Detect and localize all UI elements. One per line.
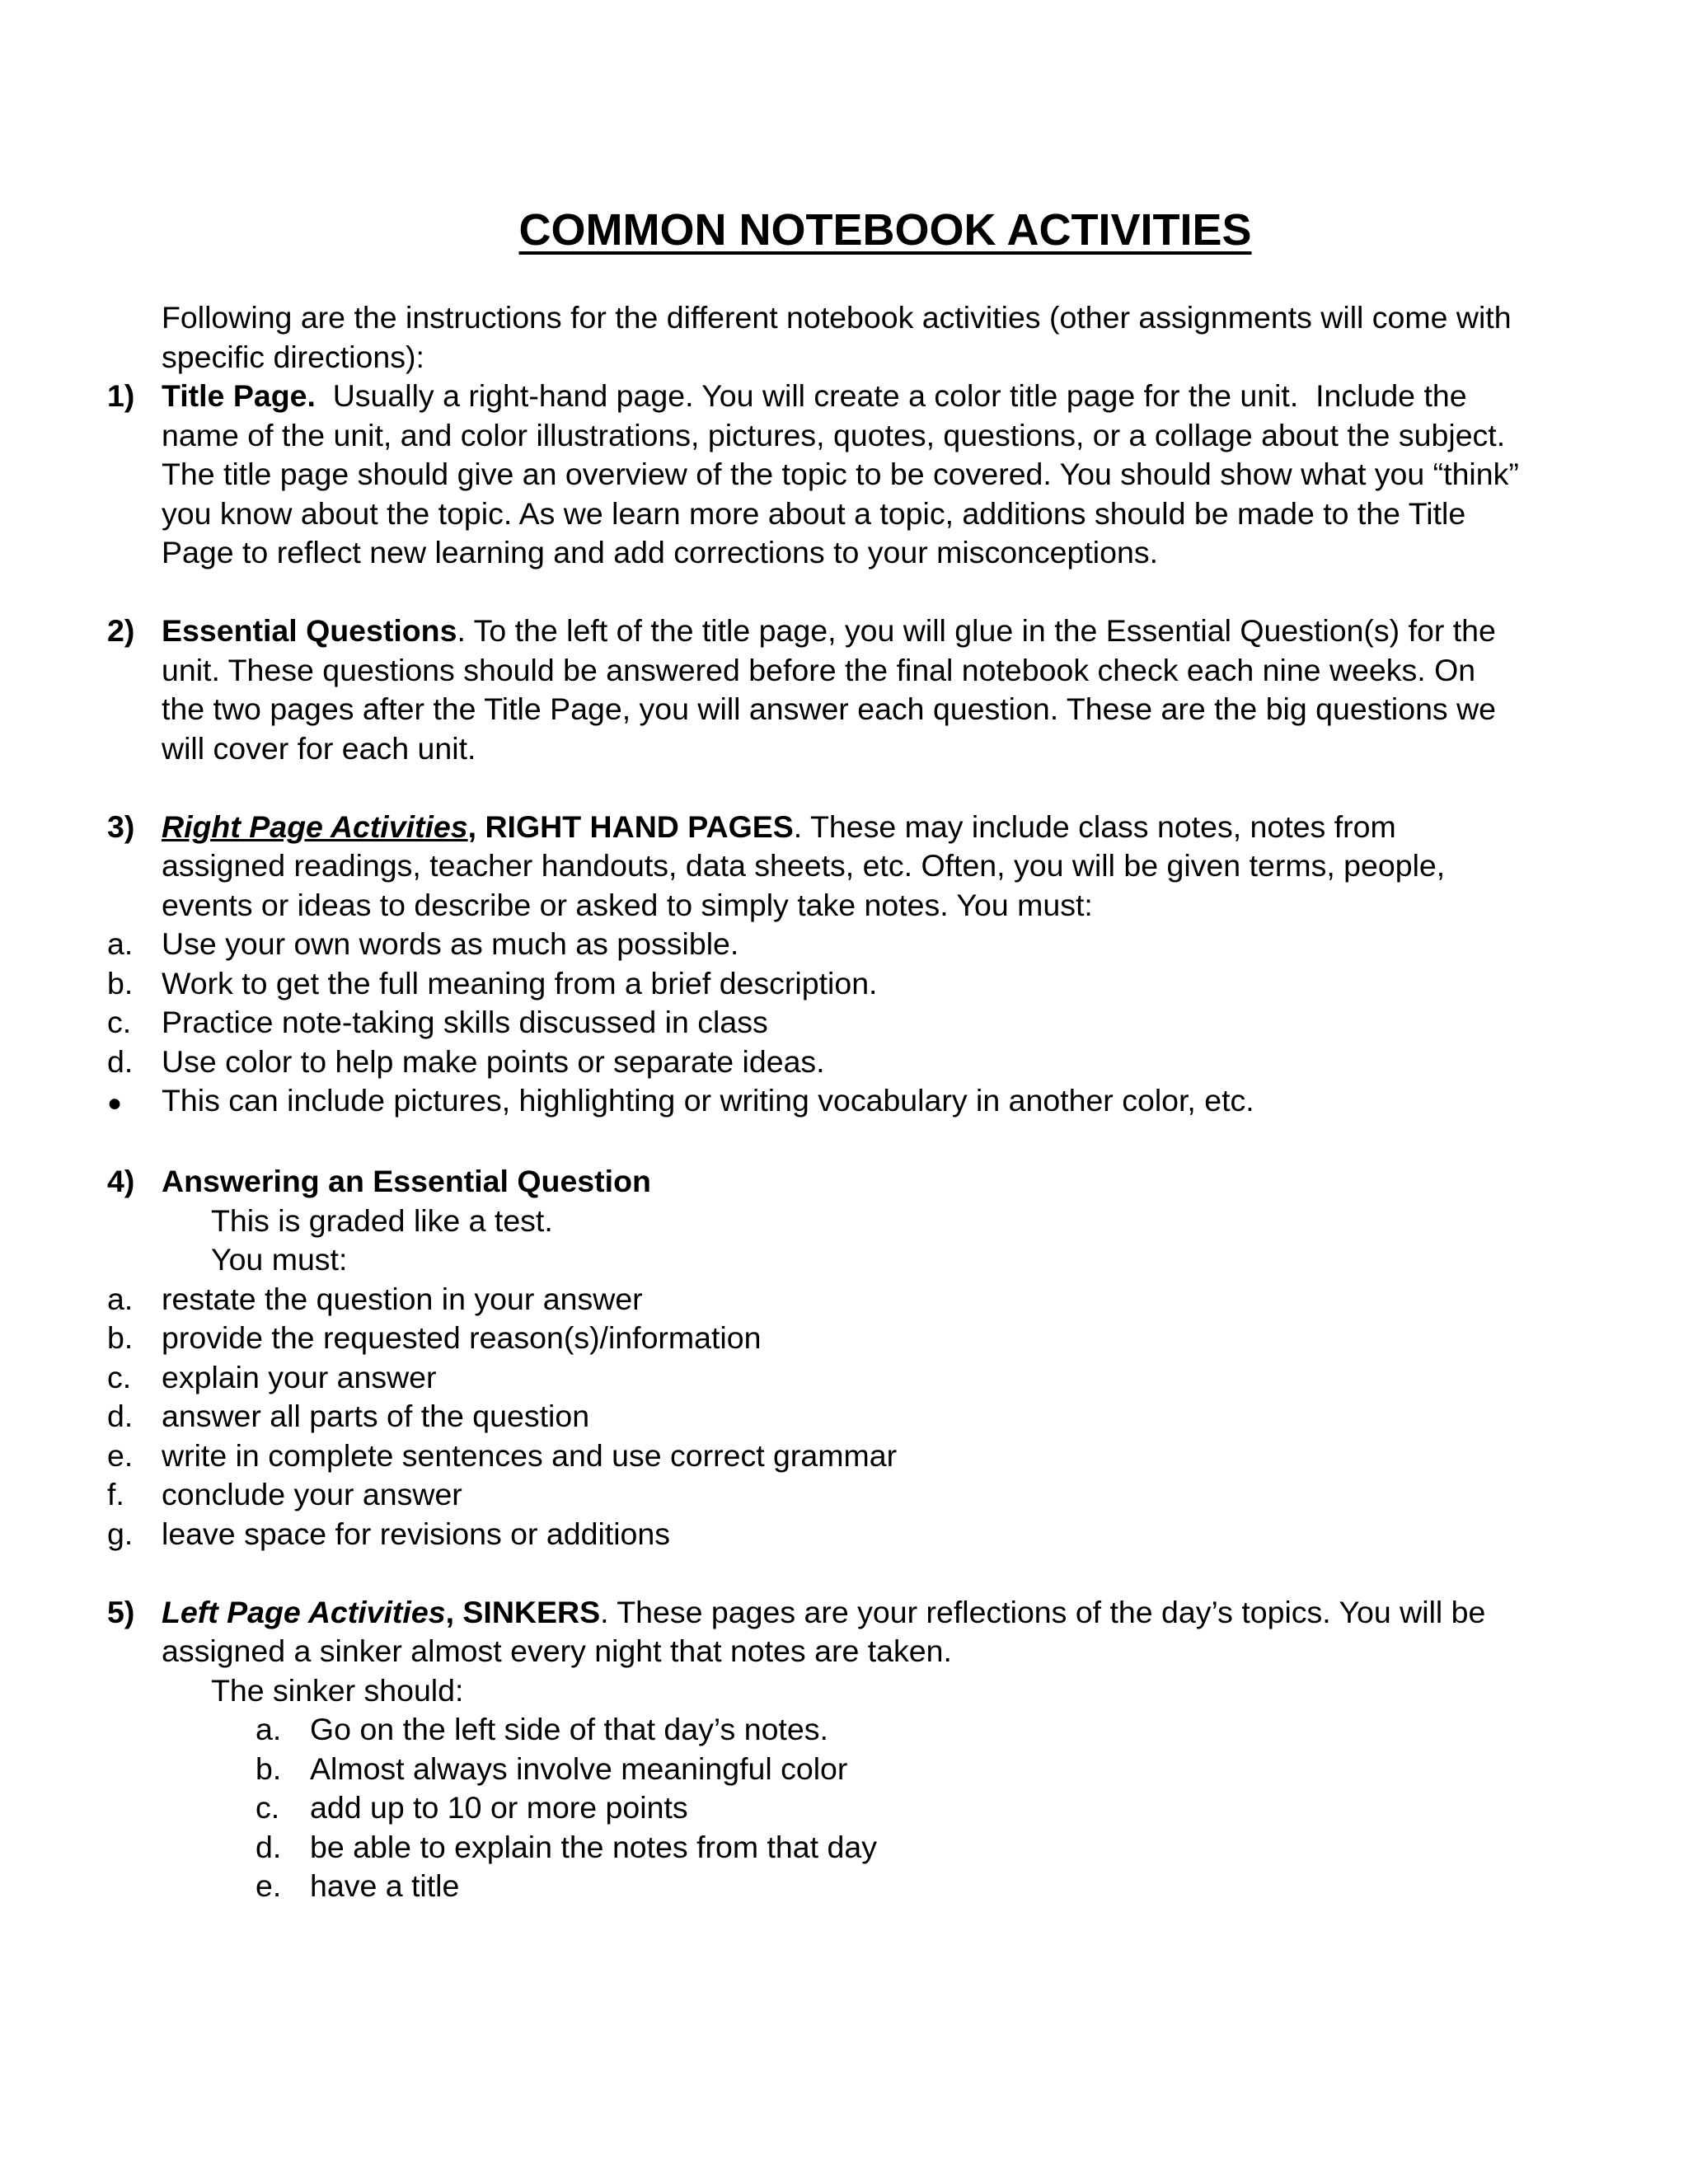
section-body: . These may include class notes, notes from assigned readings, teacher handouts, data sheets, etc. Often, you will be given terms, people, events or ideas to describe or asked to simply take notes. You must: [162, 808, 1446, 922]
list-item-text: Go on the left side of that day’s notes. [310, 1712, 828, 1746]
document-body [107, 298, 1528, 1906]
list-item [107, 1397, 1525, 1436]
list-item [256, 1828, 1525, 1868]
list-marker: b. [107, 1320, 134, 1355]
section-body: . To the left of the title page, you will glue in the Essential Question(s) for the unit. These questions should be answered before the final notebook check each nine weeks. On the two pages after the Title Page, you will answer each question. These are the big questions we will cover for each unit. [162, 613, 1497, 766]
section-text [162, 1593, 1525, 1671]
list-marker: c. [107, 1359, 132, 1394]
section-heading: Left Page Activities [162, 1594, 446, 1629]
section-line: You must: [211, 1242, 348, 1277]
section-number: 1) [107, 378, 135, 413]
list-item [107, 1475, 1525, 1515]
list-item [107, 925, 1525, 964]
page-title: COMMON NOTEBOOK ACTIVITIES [518, 205, 1252, 255]
section-number: 5) [107, 1594, 135, 1629]
bullet-icon: ● [107, 1090, 123, 1117]
section-heading: Title Page. [162, 378, 316, 413]
section-line: The sinker should: [211, 1672, 464, 1708]
list-marker: e. [256, 1868, 282, 1903]
section-line: This is graded like a test. [211, 1202, 553, 1238]
list-marker: d. [107, 1399, 134, 1433]
list-item-text: add up to 10 or more points [310, 1790, 688, 1825]
section-answering-essential-question [107, 1162, 1525, 1202]
list-marker: a. [107, 926, 134, 961]
section-right-page-activities [107, 808, 1525, 926]
section-number: 2) [107, 613, 135, 648]
list-item-text: explain your answer [162, 1359, 437, 1394]
list-marker: f. [107, 1477, 124, 1511]
list-item-text: be able to explain the notes from that day [310, 1829, 877, 1864]
list-item-text: restate the question in your answer [162, 1281, 643, 1316]
list-marker: e. [107, 1437, 134, 1473]
list-item [107, 1280, 1525, 1319]
list-item [256, 1788, 1525, 1828]
section-text [162, 612, 1525, 768]
list-item-text: write in complete sentences and use correct grammar [162, 1437, 898, 1473]
list-item [107, 1436, 1525, 1476]
section-heading: Answering an Essential Question [162, 1164, 651, 1198]
intro-paragraph: Following are the instructions for the different notebook activities (other assignments will come with specific directions): [162, 300, 1512, 374]
list-marker: d. [107, 1043, 134, 1079]
list-item-text: have a title [310, 1868, 460, 1903]
list-item [256, 1710, 1525, 1750]
list-item [107, 1358, 1525, 1398]
list-item-text: Almost always involve meaningful color [310, 1750, 848, 1786]
list-marker: b. [107, 965, 134, 1001]
section-left-page-activities [107, 1593, 1525, 1671]
section-number: 4) [107, 1164, 135, 1198]
list-item [107, 1081, 1525, 1123]
section-text [162, 377, 1528, 573]
list-marker: d. [256, 1829, 282, 1864]
list-item-text: Practice note-taking skills discussed in class [162, 1005, 768, 1039]
list-item [107, 1319, 1525, 1358]
list-item [256, 1867, 1525, 1906]
section-body: . These pages are your reflections of the day’s topics. You will be assigned a sinker almost every night that notes are taken. [162, 1594, 1486, 1668]
list-item-text: Use your own words as much as possible. [162, 926, 739, 961]
list-item-text: This can include pictures, highlighting or writing vocabulary in another color, etc. [162, 1083, 1254, 1118]
section-essential-questions [107, 612, 1525, 768]
list-marker: a. [107, 1281, 134, 1316]
list-item-text: Work to get the full meaning from a brief description. [162, 965, 878, 1001]
list-item [107, 1043, 1525, 1082]
list-item-text: conclude your answer [162, 1477, 462, 1511]
section-heading-suffix: , SINKERS [445, 1594, 601, 1629]
list-item-text: provide the requested reason(s)/information [162, 1320, 762, 1355]
section-heading: Essential Questions [162, 613, 457, 648]
section-heading-suffix: , RIGHT HAND PAGES [467, 808, 794, 844]
list-item [107, 1003, 1525, 1043]
section-heading: Right Page Activities [162, 808, 468, 844]
list-item [256, 1750, 1525, 1789]
list-marker: c. [107, 1005, 132, 1039]
list-item [107, 964, 1525, 1004]
list-marker: g. [107, 1516, 134, 1551]
list-item-text: leave space for revisions or additions [162, 1516, 670, 1551]
list-item-text: answer all parts of the question [162, 1399, 590, 1433]
list-marker: a. [256, 1712, 282, 1746]
list-marker: b. [256, 1750, 282, 1786]
section-number: 3) [107, 808, 135, 844]
section-body: Usually a right-hand page. You will create a color title page for the unit. Include the name of the unit, and color illustrations, pictures, quotes, questions, or a collage about the subject. The title page should give an overview of the topic to be covered. You should show what you “think” you know about the topic. As we learn more about a topic, additions should be made to the Title Page to reflect new learning and add corrections to your misconceptions. [162, 378, 1528, 569]
list-item [107, 1515, 1525, 1554]
list-marker: c. [256, 1790, 280, 1825]
section-title-page [107, 377, 1528, 573]
list-item-text: Use color to help make points or separate ideas. [162, 1043, 825, 1079]
section-text [162, 808, 1525, 926]
